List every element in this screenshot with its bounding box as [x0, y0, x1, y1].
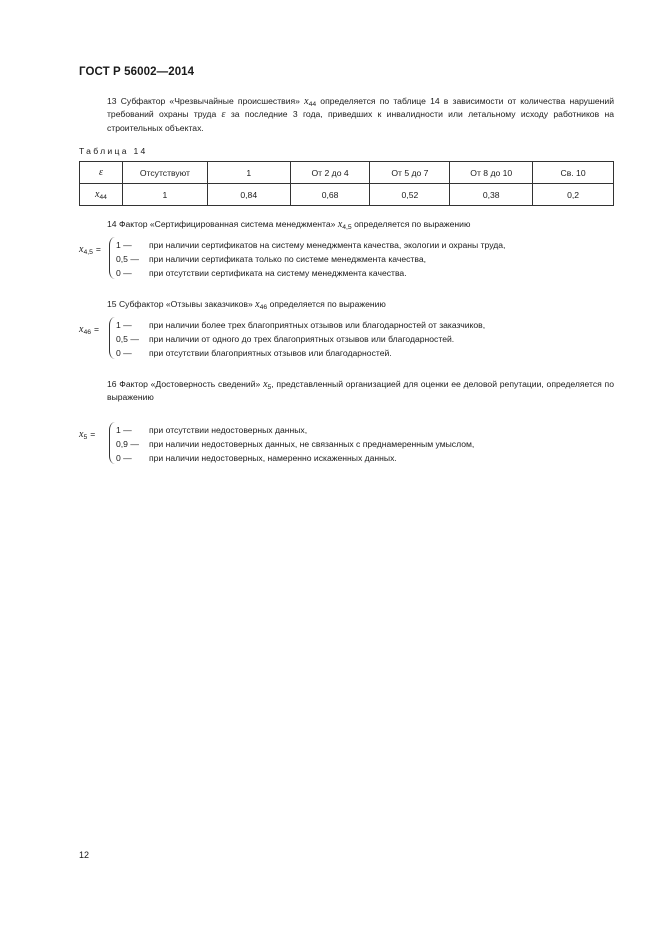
paragraph-16: 16 Фактор «Достоверность сведений» $x_5$, представленный организацией для оценки ее деловой репутации, определяется по выражению	[107, 379, 614, 403]
formula-case: 0,5 — при наличии от одного до трех благоприятных отзывов или благодарностей.	[116, 334, 455, 344]
p13-prefix: 13 Субфактор «Чрезвычайные происшествия»	[107, 96, 305, 106]
table-cell: 0,84	[207, 184, 290, 206]
table-header-cell: От 5 до 7	[370, 162, 450, 184]
table-cell: 0,68	[290, 184, 370, 206]
formula-brace	[109, 317, 115, 359]
formula-x46	[79, 318, 614, 360]
formula-case: 1 — при наличии сертификатов на систему менеджмента качества, экологии и охраны труда,	[116, 240, 506, 250]
table-header-cell: От 8 до 10	[450, 162, 533, 184]
formula-case: 0 — при отсутствии благоприятных отзывов или благодарностей.	[116, 348, 392, 358]
paragraph-15: 15 Субфактор «Отзывы заказчиков» $x_{46}$ определяется по выражению	[107, 299, 386, 311]
paragraph-14: 14 Фактор «Сертифицированная система менеджмента» $x_{4,5}$ определяется по выражению	[107, 219, 471, 231]
formula-lhs: $x_{46}$ =	[79, 324, 100, 336]
page-number: 12	[79, 850, 90, 860]
table-header-cell: От 2 до 4	[290, 162, 370, 184]
formula-x45	[79, 238, 614, 280]
formula-case: 1 — при наличии более трех благоприятных отзывов или благодарностей от заказчиков,	[116, 320, 486, 330]
formula-case: 0,9 — при наличии недостоверных данных, не связанных с преднамеренным умыслом,	[116, 439, 475, 449]
table-14-caption: Таблица 14	[79, 146, 148, 156]
formula-lhs: $x_{4,5}$ =	[79, 244, 101, 256]
table-cell: 0,52	[370, 184, 450, 206]
p13-eps: ε	[221, 109, 226, 121]
table-14	[79, 161, 614, 206]
table-header-cell: 1	[207, 162, 290, 184]
table-header-cell: ε	[80, 162, 123, 184]
formula-case: 0 — при наличии недостоверных, намеренно искаженных данных.	[116, 453, 397, 463]
table-row-label: $x_{44}$	[80, 184, 123, 206]
p13-var: $x_{44}$	[304, 96, 317, 108]
formula-brace	[109, 422, 115, 464]
p13-middle: определяется по таблице 14 в зависимости от количества нарушений требований охраны труда	[107, 96, 614, 120]
table-cell: 1	[122, 184, 207, 206]
table-header-row	[80, 162, 614, 184]
table-header-cell: Отсутствуют	[122, 162, 207, 184]
p13-suffix: за последние 3 года, приведших к инвалидности или летальному исходу работников на строительных объектах.	[107, 109, 614, 133]
table-cell: 0,2	[533, 184, 614, 206]
formula-case: 1 — при отсутствии недостоверных данных,	[116, 425, 308, 435]
formula-brace	[109, 237, 115, 279]
document-header: ГОСТ Р 56002—2014	[79, 66, 195, 78]
paragraph-13	[79, 95, 614, 134]
formula-case: 0,5 — при наличии сертификата только по системе менеджмента качества,	[116, 254, 426, 264]
table-header-cell: Св. 10	[533, 162, 614, 184]
formula-case: 0 — при отсутствии сертификата на систему менеджмента качества.	[116, 268, 407, 278]
formula-lhs: $x_5$ =	[79, 429, 96, 441]
table-row	[80, 184, 614, 206]
formula-x5	[79, 423, 614, 465]
table-cell: 0,38	[450, 184, 533, 206]
